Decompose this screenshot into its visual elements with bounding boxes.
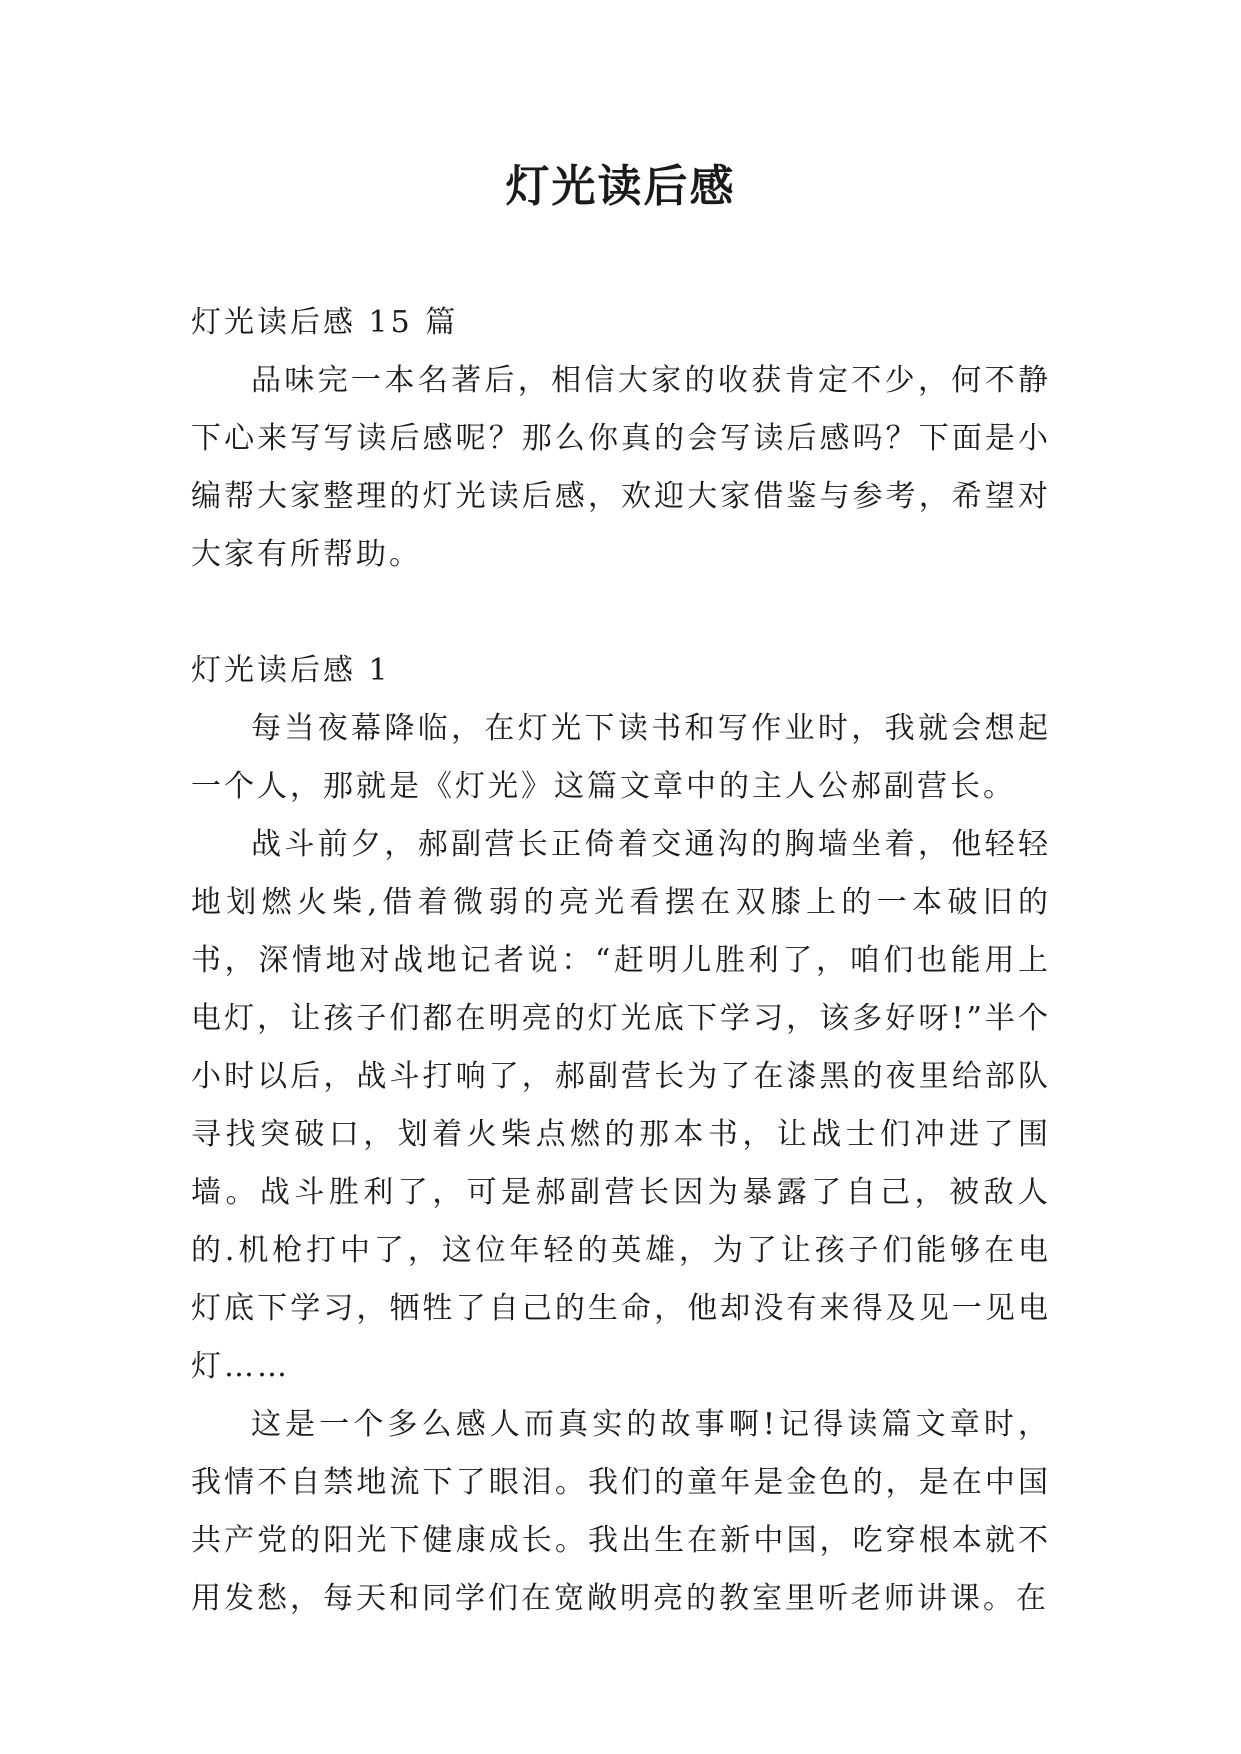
section1-paragraph-1: 每当夜幕降临，在灯光下读书和写作业时，我就会想起一个人，那就是《灯光》这篇文章中的主人公郝副营长。 (191, 711, 1051, 804)
document-body (191, 294, 1051, 1628)
document-title: 灯光读后感 (505, 161, 736, 212)
section-gap (191, 584, 1051, 642)
section1-paragraph-2: 战斗前夕，郝副营长正倚着交通沟的胸墙坐着，他轻轻地划燃火柴,借着微弱的亮光看摆在双膝上的一本破旧的书，深情地对战地记者说：“赶明儿胜利了，咱们也能用上电灯，让孩子们都在明亮的灯光底下学习，该多好呀!”半个小时以后，战斗打响了，郝副营长为了在漆黑的夜里给部队寻找突破口，划着火柴点燃的那本书，让战士们冲进了围墙。战斗胜利了，可是郝副营长因为暴露了自己，被敌人的.机枪打中了，这位年轻的英雄，为了让孩子们能够在电灯底下学习，牺牲了自己的生命，他却没有来得及见一见电灯…… (191, 827, 1051, 1384)
section1-paragraph-3: 这是一个多么感人而真实的故事啊!记得读篇文章时，我情不自禁地流下了眼泪。我们的童年是金色的，是在中国共产党的阳光下健康成长。我出生在新中国，吃穿根本就不用发愁，每天和同学们在宽敞明亮的教室里听老师讲课。在 (191, 1407, 1051, 1616)
section1-heading: 灯光读后感 1 (191, 653, 391, 688)
intro-heading: 灯光读后感 15 篇 (191, 305, 459, 340)
intro-paragraph: 品味完一本名著后，相信大家的收获肯定不少，何不静下心来写写读后感呢？那么你真的会写读后感吗？下面是小编帮大家整理的灯光读后感，欢迎大家借鉴与参考，希望对大家有所帮助。 (191, 363, 1051, 572)
